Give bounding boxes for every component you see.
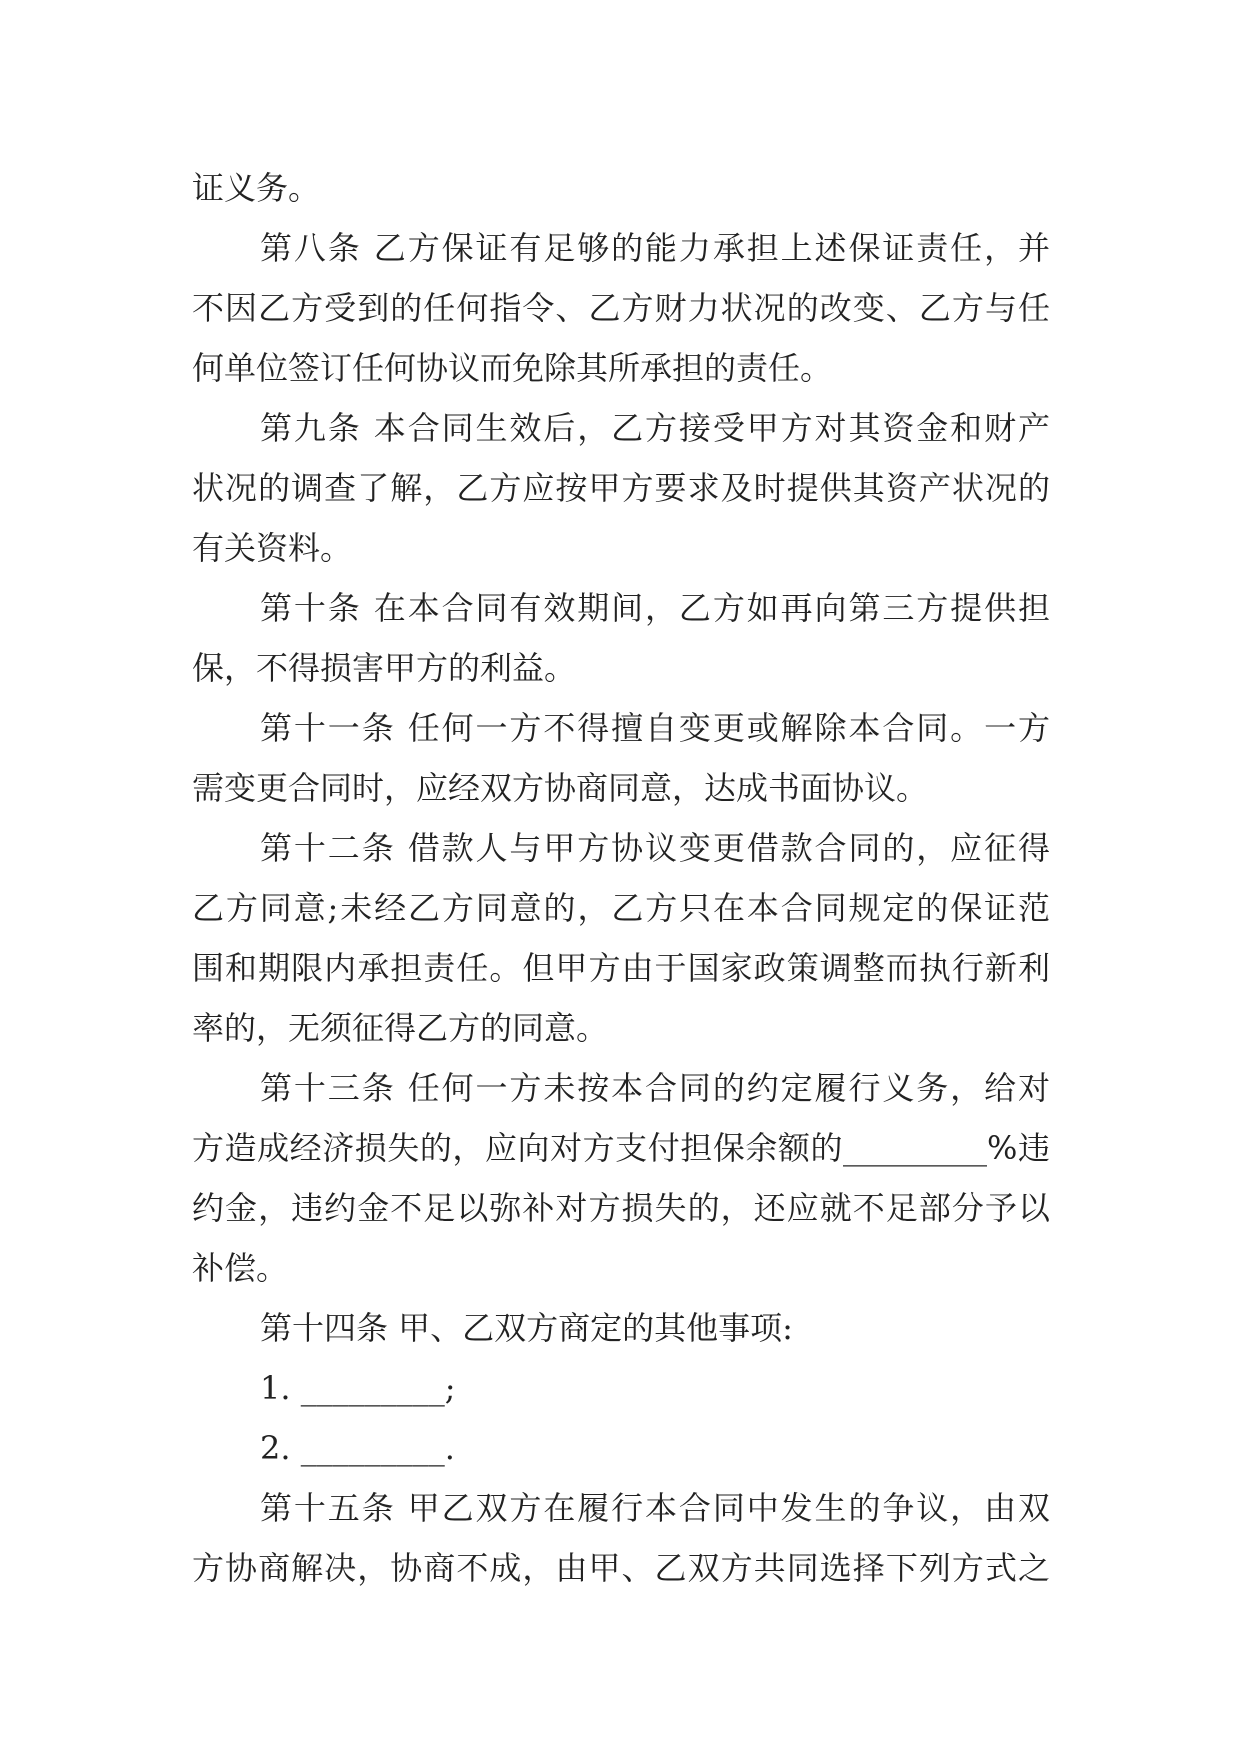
text-line: 何单位签订任何协议而免除其所承担的责任。 (192, 349, 833, 387)
article-9-line: 第九条 本合同生效后，乙方接受甲方对其资金和财产 (260, 409, 1050, 447)
article-12-line: 第十二条 借款人与甲方协议变更借款合同的，应征得 (260, 829, 1050, 867)
document-page (192, 158, 1050, 1598)
article-8-line: 第八条 乙方保证有足够的能力承担上述保证责任，并 (260, 229, 1050, 267)
text-line: 方造成经济损失的，应向对方支付担保余额的_________%违 (192, 1129, 1050, 1167)
text-line: 围和期限内承担责任。但甲方由于国家政策调整而执行新利 (192, 949, 1050, 987)
text-line: 证义务。 (192, 169, 321, 207)
text-line: 方协商解决，协商不成，由甲、乙双方共同选择下列方式之 (192, 1549, 1050, 1587)
article-10-line: 第十条 在本合同有效期间，乙方如再向第三方提供担 (260, 589, 1050, 627)
text-line: 率的，无须征得乙方的同意。 (192, 1009, 609, 1047)
text-line: 状况的调查了解，乙方应按甲方要求及时提供其资产状况的 (192, 469, 1050, 507)
article-15-line: 第十五条 甲乙双方在履行本合同中发生的争议，由双 (260, 1489, 1050, 1527)
article-11-line: 第十一条 任何一方不得擅自变更或解除本合同。一方 (260, 709, 1050, 747)
list-item-1: 1. _________; (260, 1369, 456, 1407)
text-line: 乙方同意;未经乙方同意的，乙方只在本合同规定的保证范 (192, 889, 1050, 927)
text-line: 有关资料。 (192, 529, 353, 567)
list-item-2: 2. _________. (260, 1429, 455, 1467)
article-14-line: 第十四条 甲、乙双方商定的其他事项: (260, 1309, 793, 1347)
text-line: 需变更合同时，应经双方协商同意，达成书面协议。 (192, 769, 929, 807)
article-13-line: 第十三条 任何一方未按本合同的约定履行义务，给对 (260, 1069, 1050, 1107)
text-line: 补偿。 (192, 1249, 289, 1287)
text-line: 约金，违约金不足以弥补对方损失的，还应就不足部分予以 (192, 1189, 1050, 1227)
text-line: 保，不得损害甲方的利益。 (192, 649, 577, 687)
text-line: 不因乙方受到的任何指令、乙方财力状况的改变、乙方与任 (192, 289, 1050, 327)
